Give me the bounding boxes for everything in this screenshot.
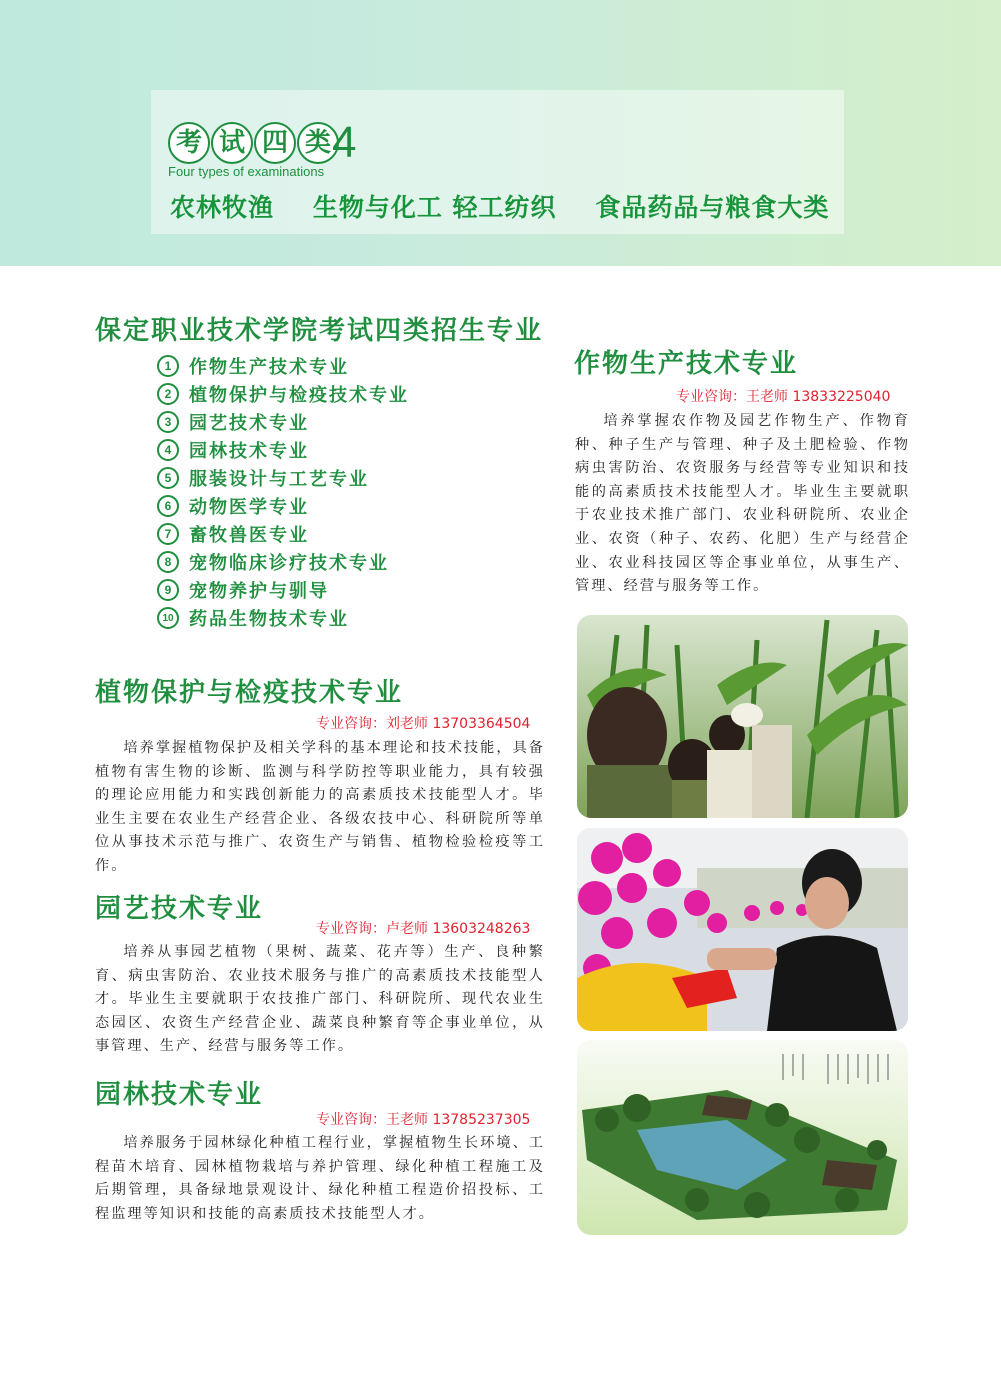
categories-line: 农林牧渔 生物与化工 轻工纺织 食品药品与粮食大类 xyxy=(170,193,830,222)
list-item-label: 动物医学专业 xyxy=(189,497,309,518)
list-item xyxy=(157,380,409,408)
plant-protection-description: 培养掌握植物保护及相关学科的基本理论和技术技能，具备植物有害生物的诊断、监测与科学防控等职业能力，具有较强的理论应用能力和实践创新能力的高素质技术技能型人才。毕业生主要在农业生产经营企业、各级农技中心、科研院所等单位从事技术示范与推广、农资生产与销售、植物检验检疫等工作。 xyxy=(95,740,545,874)
majors-list xyxy=(157,352,409,632)
list-item-label: 园艺技术专业 xyxy=(189,413,309,434)
list-item xyxy=(157,520,409,548)
title-char: 类 xyxy=(297,122,339,164)
list-item-label: 宠物临床诊疗技术专业 xyxy=(189,553,389,574)
list-item-label: 服装设计与工艺专业 xyxy=(189,469,369,490)
orchid-illustration xyxy=(577,828,908,1031)
crop-contact: 专业咨询：王老师 13833225040 xyxy=(676,389,891,405)
list-item-label: 植物保护与检疫技术专业 xyxy=(189,385,409,406)
number-badge: 10 xyxy=(157,607,179,629)
list-item-label: 作物生产技术专业 xyxy=(189,357,349,378)
number-badge: 4 xyxy=(157,439,179,461)
crop-description: 培养掌握农作物及园艺作物生产、作物育种、种子生产与管理、种子及土肥检验、作物病虫害防治、农资服务与经营等专业知识和技能的高素质技术技能型人才。毕业生主要就职于农业技术推广部门、农业科研院所、农业企业、农资（种子、农药、化肥）生产与经营企业、农业科技园区等企事业单位，从事生产、管理、经营与服务等工作。 xyxy=(575,413,910,595)
orchid-photo xyxy=(577,828,908,1031)
number-badge: 9 xyxy=(157,579,179,601)
list-item-label: 园林技术专业 xyxy=(189,441,309,462)
horticulture-title: 园艺技术专业 xyxy=(95,894,264,924)
title-char: 试 xyxy=(211,122,253,164)
list-item xyxy=(157,492,409,520)
list-item xyxy=(157,576,409,604)
plant-protection-contact: 专业咨询：刘老师 13703364504 xyxy=(316,716,531,732)
cornfield-illustration xyxy=(577,615,908,818)
number-badge: 3 xyxy=(157,411,179,433)
title-subtitle-en: Four types of examinations xyxy=(168,164,325,179)
list-item xyxy=(157,548,409,576)
number-badge: 7 xyxy=(157,523,179,545)
title-char: 四 xyxy=(254,122,296,164)
landscape-title: 园林技术专业 xyxy=(95,1080,264,1110)
list-item xyxy=(157,408,409,436)
title-number: 4 xyxy=(332,118,357,167)
list-item xyxy=(157,464,409,492)
header-title xyxy=(168,122,339,164)
number-badge: 5 xyxy=(157,467,179,489)
list-item xyxy=(157,352,409,380)
number-badge: 1 xyxy=(157,355,179,377)
number-badge: 6 xyxy=(157,495,179,517)
plant-protection-title: 植物保护与检疫技术专业 xyxy=(95,678,404,708)
list-item xyxy=(157,436,409,464)
list-item-label: 畜牧兽医专业 xyxy=(189,525,309,546)
landscape-description: 培养服务于园林绿化种植工程行业，掌握植物生长环境、工程苗木培育、园林植物栽培与养护管理、绿化种植工程施工及后期管理，具备绿地景观设计、绿化种植工程造价招投标、工程监理等知识和技能的高素质技术技能型人才。 xyxy=(95,1135,545,1222)
list-item-label: 药品生物技术专业 xyxy=(189,609,349,630)
landscape-illustration xyxy=(577,1040,908,1235)
list-item xyxy=(157,604,409,632)
landscape-contact: 专业咨询：王老师 13785237305 xyxy=(316,1112,531,1128)
number-badge: 2 xyxy=(157,383,179,405)
title-char: 考 xyxy=(168,122,210,164)
crop-title: 作物生产技术专业 xyxy=(574,349,799,379)
majors-list-title: 保定职业技术学院考试四类招生专业 xyxy=(95,316,544,346)
horticulture-contact: 专业咨询：卢老师 13603248263 xyxy=(316,921,531,937)
cornfield-photo xyxy=(577,615,908,818)
list-item-label: 宠物养护与驯导 xyxy=(189,581,329,602)
landscape-rendering xyxy=(577,1040,908,1235)
horticulture-description: 培养从事园艺植物（果树、蔬菜、花卉等）生产、良种繁育、病虫害防治、农业技术服务与推广的高素质技术技能型人才。毕业生主要就职于农技推广部门、科研院所、现代农业生态园区、农资生产经营企业、蔬菜良种繁育等企事业单位，从事管理、生产、经营与服务等工作。 xyxy=(95,944,545,1055)
number-badge: 8 xyxy=(157,551,179,573)
